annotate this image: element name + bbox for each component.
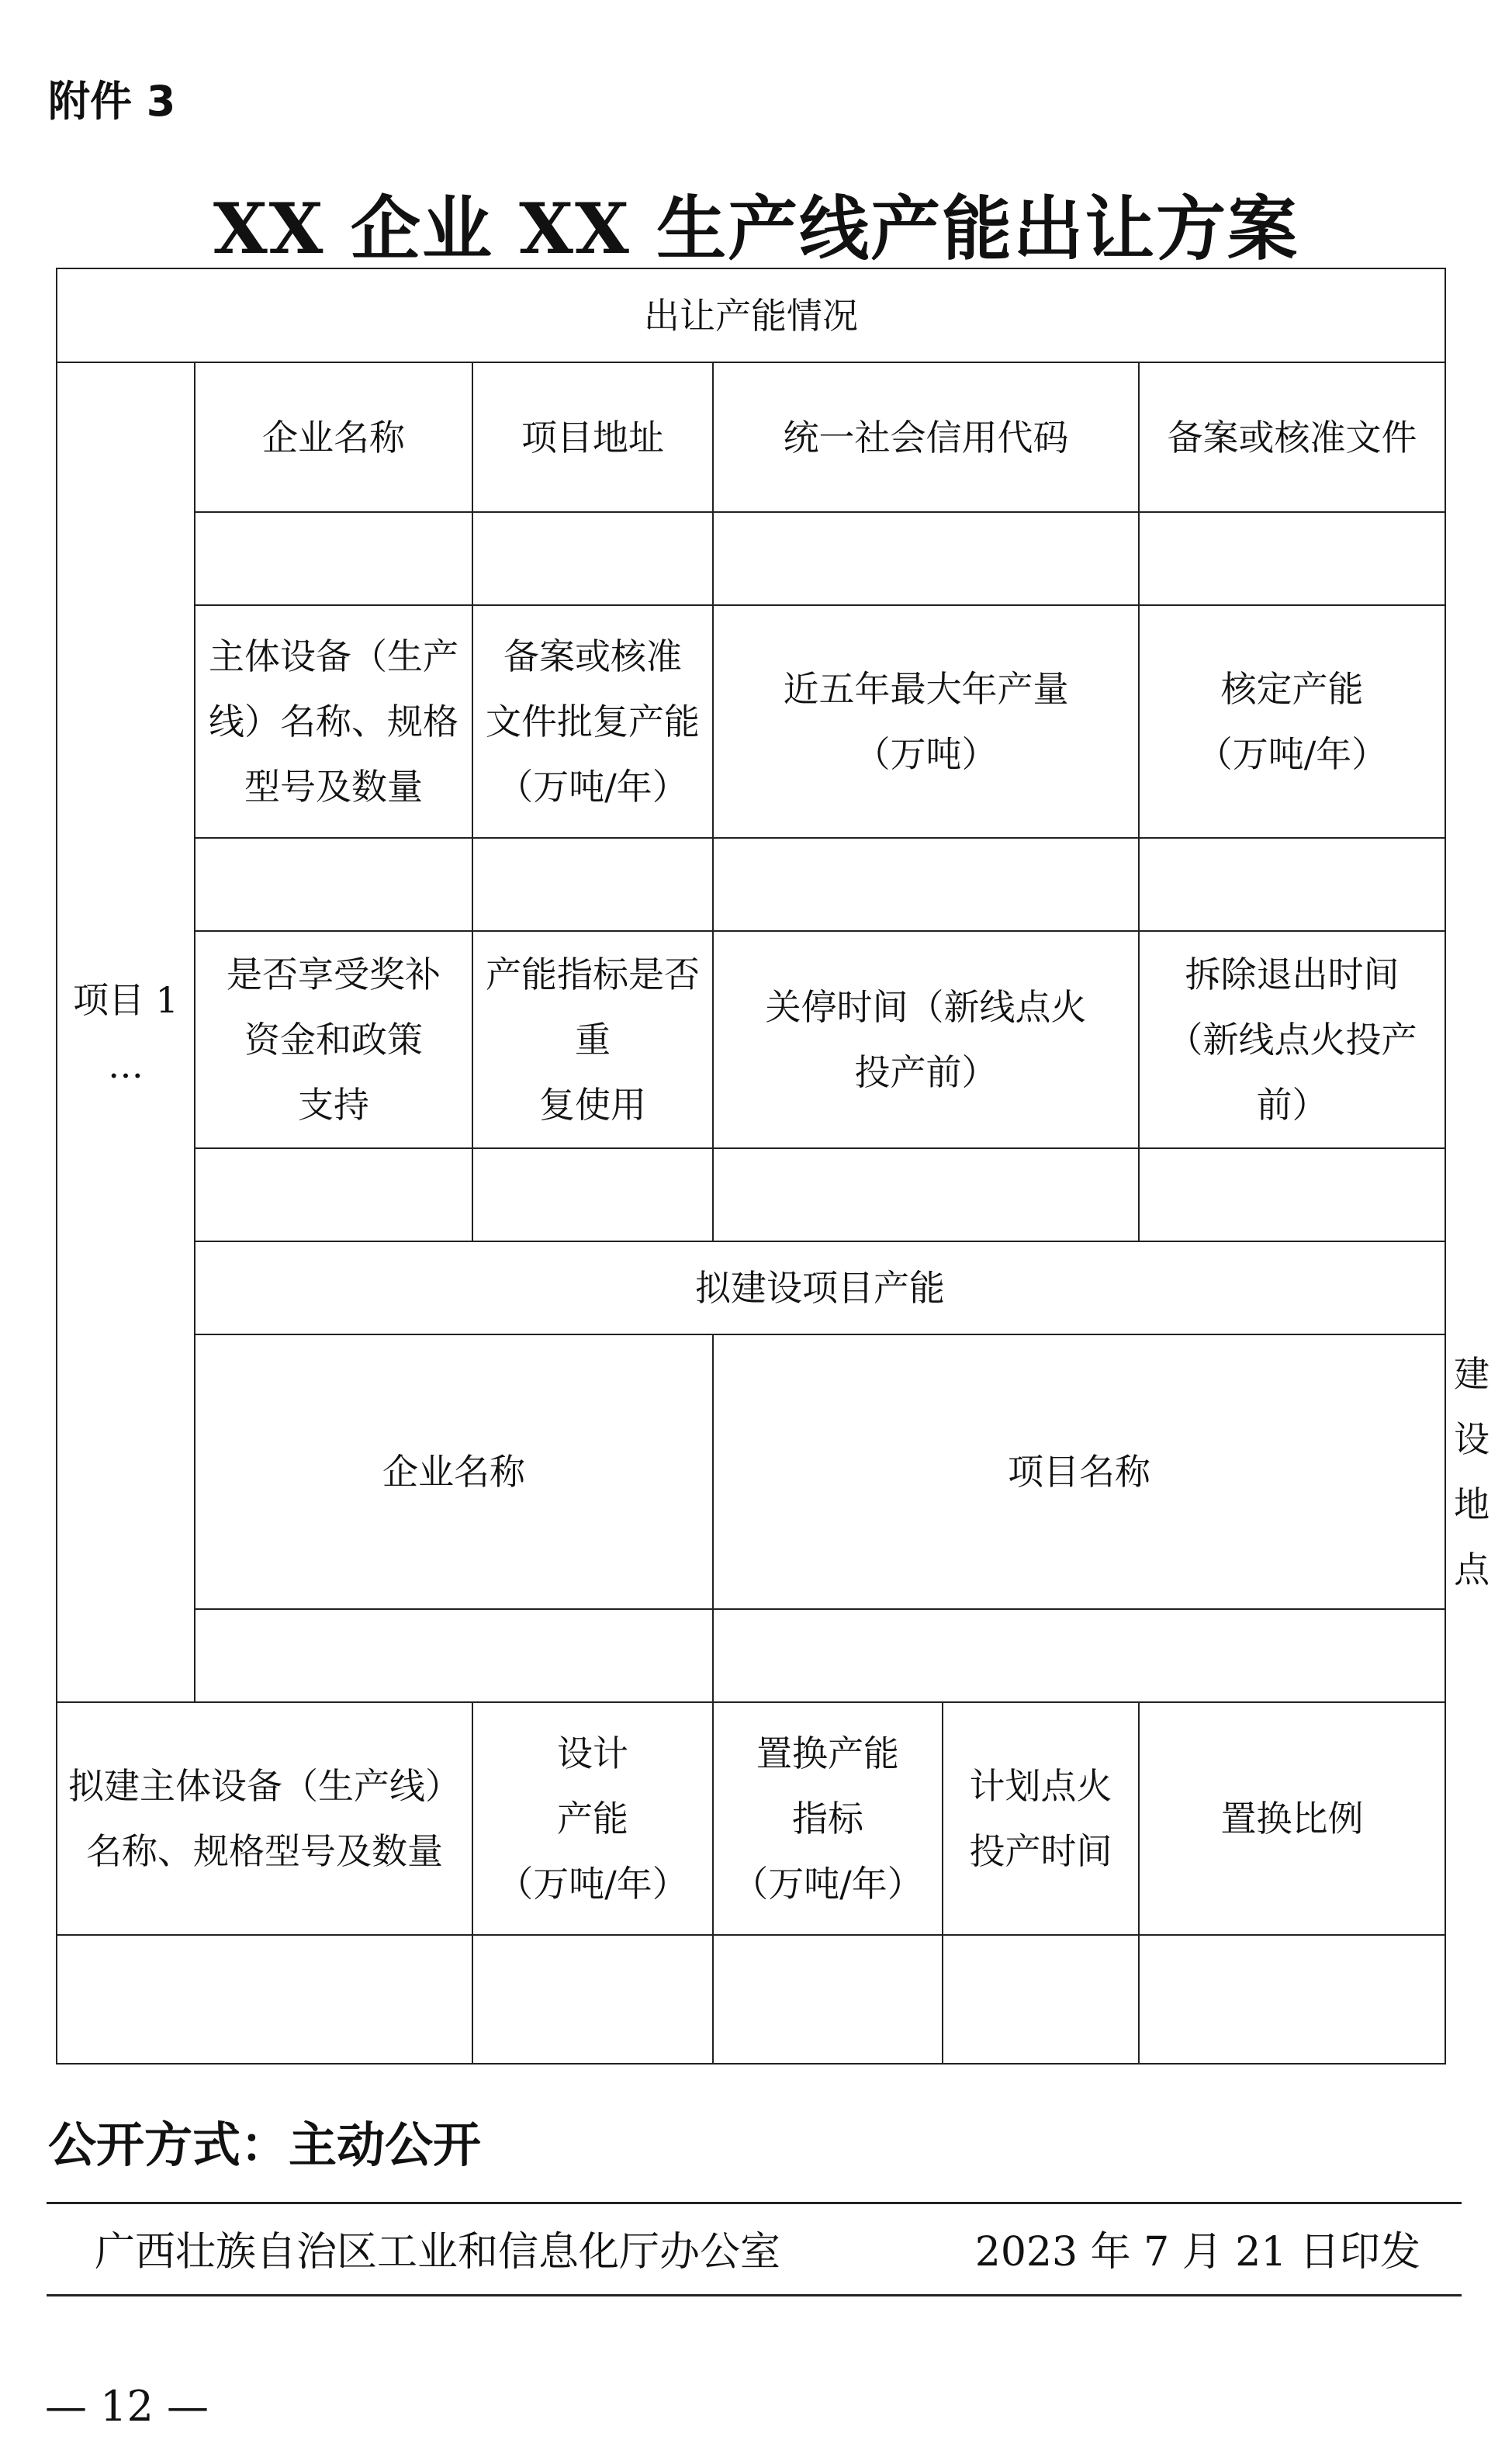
- value-cell[interactable]: [1139, 838, 1445, 931]
- value-cell[interactable]: [713, 1609, 1445, 1702]
- header-company-name: 企业名称: [195, 362, 472, 512]
- value-cell[interactable]: [195, 838, 472, 931]
- header-approval-file: 备案或核准文件: [1139, 362, 1445, 512]
- value-cell[interactable]: [57, 1935, 472, 2064]
- value-cell[interactable]: [472, 512, 713, 605]
- document-title: XX 企业 XX 生产线产能出让方案: [213, 188, 1299, 270]
- issuing-office: 广西壮族自治区工业和信息化厅办公室: [95, 2229, 781, 2276]
- header-main-equipment: 主体设备（生产 线）名称、规格 型号及数量: [195, 605, 472, 838]
- header-max-annual-output: 近五年最大年产量 （万吨）: [713, 605, 1139, 838]
- header-planned-project: 项目名称: [713, 1334, 1445, 1609]
- attachment-label: 附件 3: [48, 77, 176, 126]
- value-cell[interactable]: [713, 1148, 1139, 1241]
- header-rated-capacity: 核定产能 （万吨/年）: [1139, 605, 1445, 838]
- header-shutdown-time: 关停时间（新线点火 投产前）: [713, 931, 1139, 1148]
- header-approved-capacity: 备案或核准 文件批复产能 （万吨/年）: [472, 605, 713, 838]
- section-title-planned: 拟建设项目产能: [195, 1241, 1445, 1334]
- header-replacement-ratio: 置换比例: [1139, 1702, 1445, 1935]
- value-cell[interactable]: [713, 512, 1139, 605]
- section-title-transfer: 出让产能情况: [57, 268, 1445, 362]
- value-cell[interactable]: [195, 1609, 713, 1702]
- header-replacement-index: 置换产能 指标 （万吨/年）: [713, 1702, 943, 1935]
- value-cell[interactable]: [1139, 512, 1445, 605]
- capacity-transfer-table: 出让产能情况 项目 1 … 企业名称 项目地址 统一社会信用代码 备案或核准文件 主体设备（生产 线）名称、规格 型号及数量 备案或核准 文件批复产能 （万吨/年） 近五年最大年产量 （万吨） 核定产能 （万吨/年） 是否享受奖补 资金和政策 支持 产能指标是否重 复使用 关停时间（新线点火 投产前） 拆除退出时间 （新线点火投产 前） 拟建设项目产能 企业名称 项目名称 建设地点 拟建主体设备（生产线） 名称、规格型号及数量 设计 产能 （万吨/年） 置换产能 指标 （万吨/年） 计划点火 投产时间 置换比例: [56, 268, 1446, 2065]
- header-demolition-time: 拆除退出时间 （新线点火投产 前）: [1139, 931, 1445, 1148]
- value-cell[interactable]: [472, 1935, 713, 2064]
- value-cell[interactable]: [943, 1935, 1139, 2064]
- header-planned-company: 企业名称: [195, 1334, 713, 1609]
- value-cell[interactable]: [195, 1148, 472, 1241]
- value-cell[interactable]: [713, 838, 1139, 931]
- header-subsidy-support: 是否享受奖补 资金和政策 支持: [195, 931, 472, 1148]
- project-label: 项目 1 …: [57, 362, 195, 1702]
- publication-method: 公开方式：主动公开: [48, 2116, 482, 2173]
- page-number: — 12 —: [45, 2382, 209, 2431]
- value-cell[interactable]: [1139, 1935, 1445, 2064]
- header-planned-equipment: 拟建主体设备（生产线） 名称、规格型号及数量: [57, 1702, 472, 1935]
- header-design-capacity: 设计 产能 （万吨/年）: [472, 1702, 713, 1935]
- header-index-reuse: 产能指标是否重 复使用: [472, 931, 713, 1148]
- issue-date: 2023 年 7 月 21 日印发: [974, 2229, 1420, 2276]
- header-project-address: 项目地址: [472, 362, 713, 512]
- header-ignition-time: 计划点火 投产时间: [943, 1702, 1139, 1935]
- header-credit-code: 统一社会信用代码: [713, 362, 1139, 512]
- value-cell[interactable]: [713, 1935, 943, 2064]
- footer-top-rule: [47, 2202, 1462, 2204]
- value-cell[interactable]: [1139, 1148, 1445, 1241]
- value-cell[interactable]: [195, 512, 472, 605]
- footer-bottom-rule: [47, 2294, 1462, 2296]
- value-cell[interactable]: [472, 1148, 713, 1241]
- value-cell[interactable]: [472, 838, 713, 931]
